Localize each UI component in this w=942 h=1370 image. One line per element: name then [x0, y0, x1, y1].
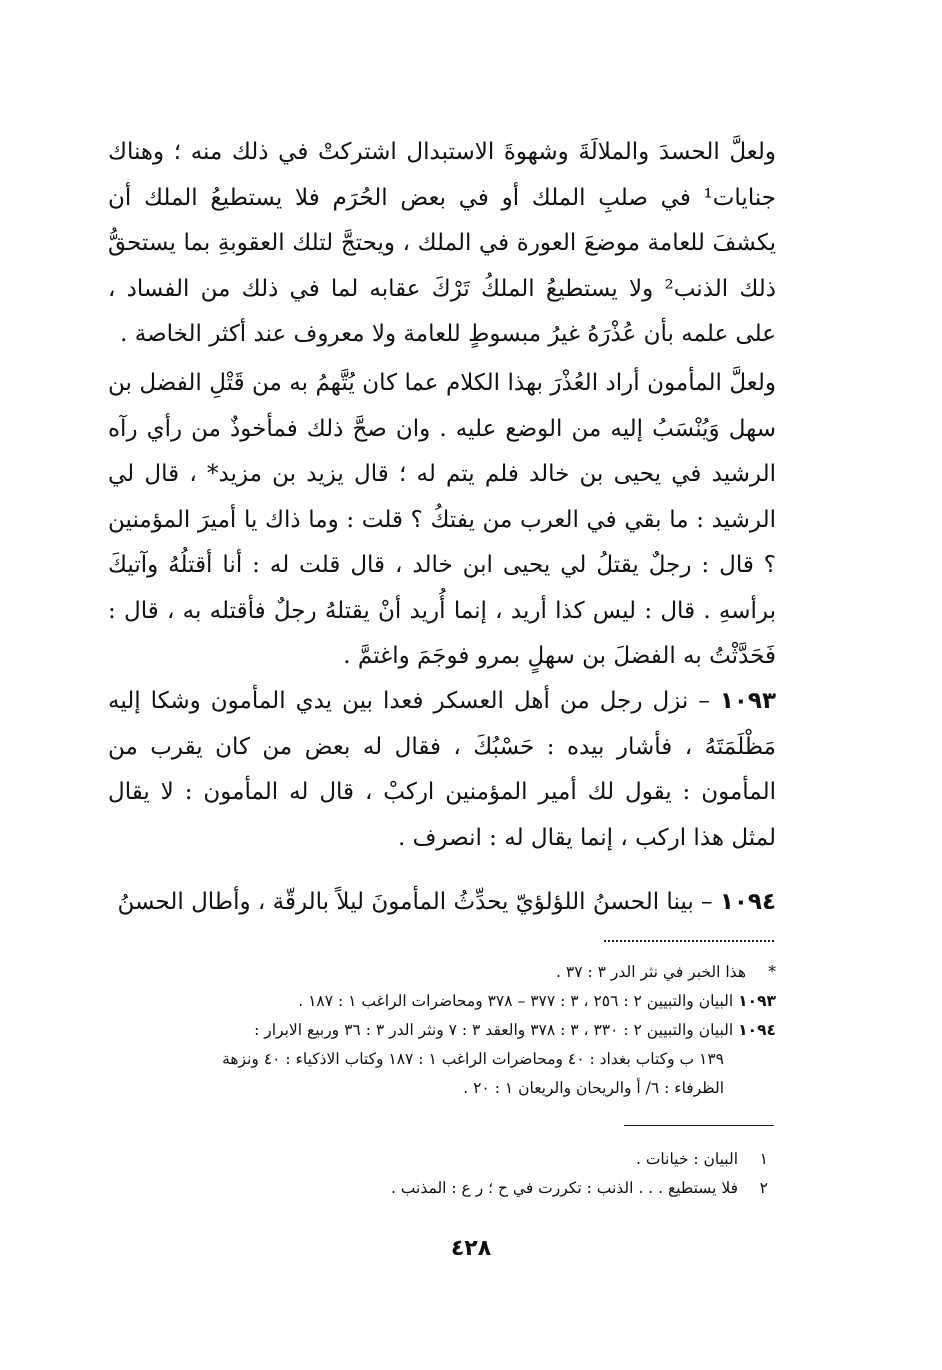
footnote-number: ٢	[759, 1179, 768, 1197]
entry-1094	[108, 880, 776, 926]
source-number: ١٠٩٣	[738, 992, 776, 1010]
footnotes	[108, 1145, 776, 1203]
paragraph-continuation	[108, 130, 776, 358]
footnote-2	[108, 1174, 776, 1203]
footnote-text: البيان : خيانات .	[635, 1150, 738, 1168]
footnote-text: فلا يستطيع . . . الذنب : تكررت في ح ؛ ر ع : المذنب .	[390, 1179, 738, 1197]
entry-number: ١٠٩٤	[719, 889, 776, 915]
source-text: البيان والتبيين ٢ : ٢٥٦ ، ٣ : ٣٧٧ – ٣٧٨ ومحاضرات الراغب ١ : ١٨٧ .	[298, 992, 734, 1010]
source-note-star	[108, 958, 776, 987]
dotted-separator	[604, 940, 774, 942]
paragraph-text: ولعلَّ الحسدَ والملالَةَ وشهوةَ الاستبدال اشتركتْ في ذلك منه ؛ وهناك جنايات¹ في صلبِ الملك أو في بعض الحُرَم فلا يستطيعُ الملك أن يكشفَ للعامة موضعَ العورة في الملك ، ويحتجَّ لتلك العقوبةِ بما يستحقُّ ذلك الذنب² ولا يستطيعُ الملكُ تَرْكَ عقابه لما في ذلك من الفساد ، على علمه بأن عُذْرَهُ غيرُ مبسوطٍ للعامة ولا معروف عند أكثر الخاصة .	[108, 139, 777, 347]
page-number: ٤٢٨	[450, 1236, 492, 1261]
paragraph-mamun-excuse	[108, 361, 776, 680]
paragraph-text: ولعلَّ المأمون أراد العُذْرَ بهذا الكلام عما كان يُتَّهمُ به من قَتْلِ الفضل بن سهل وَيُنْسَبُ إليه من الوضع عليه . وان صحَّ ذلك فمأخوذٌ من رأي رآه الرشيد في يحيى بن خالد فلم يتم له ؛ قال يزيد بن مزيد* ، قال لي الرشيد : ما بقي في العرب من يفتكُ ؟ قلت : وما ذاك يا أميرَ المؤمنين ؟ قال : رجلٌ يقتلُ لي يحيى ابن خالد ، قال قلت له : أنا أقتلُهُ وآتيكَ برأسهِ . قال : ليس كذا أريد ، إنما أُريد أنْ يقتلهُ رجلٌ فأقتله به ، قال : فَحَدَّثْتُ به الفضلَ بن سهلٍ بمرو فوجَمَ واغتمَّ .	[108, 370, 776, 669]
source-note-1094-cont: ١٣٩ ب وكتاب بغداد : ٤٠ ومحاضرات الراغب ١ : ١٨٧ وكتاب الاذكياء : ٤٠ ونزهة	[222, 1050, 724, 1068]
source-number: ١٠٩٤	[738, 1021, 776, 1039]
entry-1093	[108, 679, 776, 861]
star-mark: *	[768, 963, 776, 981]
entry-number: ١٠٩٣	[719, 688, 776, 714]
source-text: البيان والتبيين ٢ : ٣٣٠ ، ٣ : ٣٧٨ والعقد ٣ : ٧ ونثر الدر ٣ : ٣٦ وربيع الابرار :	[254, 1021, 734, 1039]
footnote-number: ١	[759, 1150, 768, 1168]
source-notes	[108, 958, 776, 1103]
footnote-separator	[624, 1125, 774, 1126]
source-note-1094	[108, 1016, 776, 1045]
footnote-1	[108, 1145, 776, 1174]
source-text: هذا الخبر في نثر الدر ٣ : ٣٧ .	[556, 963, 746, 981]
entry-text: – نزل رجل من أهل العسكر فعدا بين يدي المأمون وشكا إليه مَظْلَمَتَهُ ، فأشار بيده : حَسْبُكَ ، فقال له بعض من كان يقرب من المأمون : يقول لك أمير المؤمنين اركبْ ، قال له المأمون : لا يقال لمثل هذا اركب ، إنما يقال له : انصرف .	[108, 688, 776, 851]
source-note-1094-cont: الظرفاء : ٦/ أ والريحان والريعان ١ : ٢٠ .	[463, 1079, 724, 1097]
entry-text: – بينا الحسنُ اللؤلؤيّ يحدِّثُ المأمونَ ليلاً بالرقّة ، وأطال الحسنُ	[117, 889, 720, 915]
source-note-1093	[108, 987, 776, 1016]
